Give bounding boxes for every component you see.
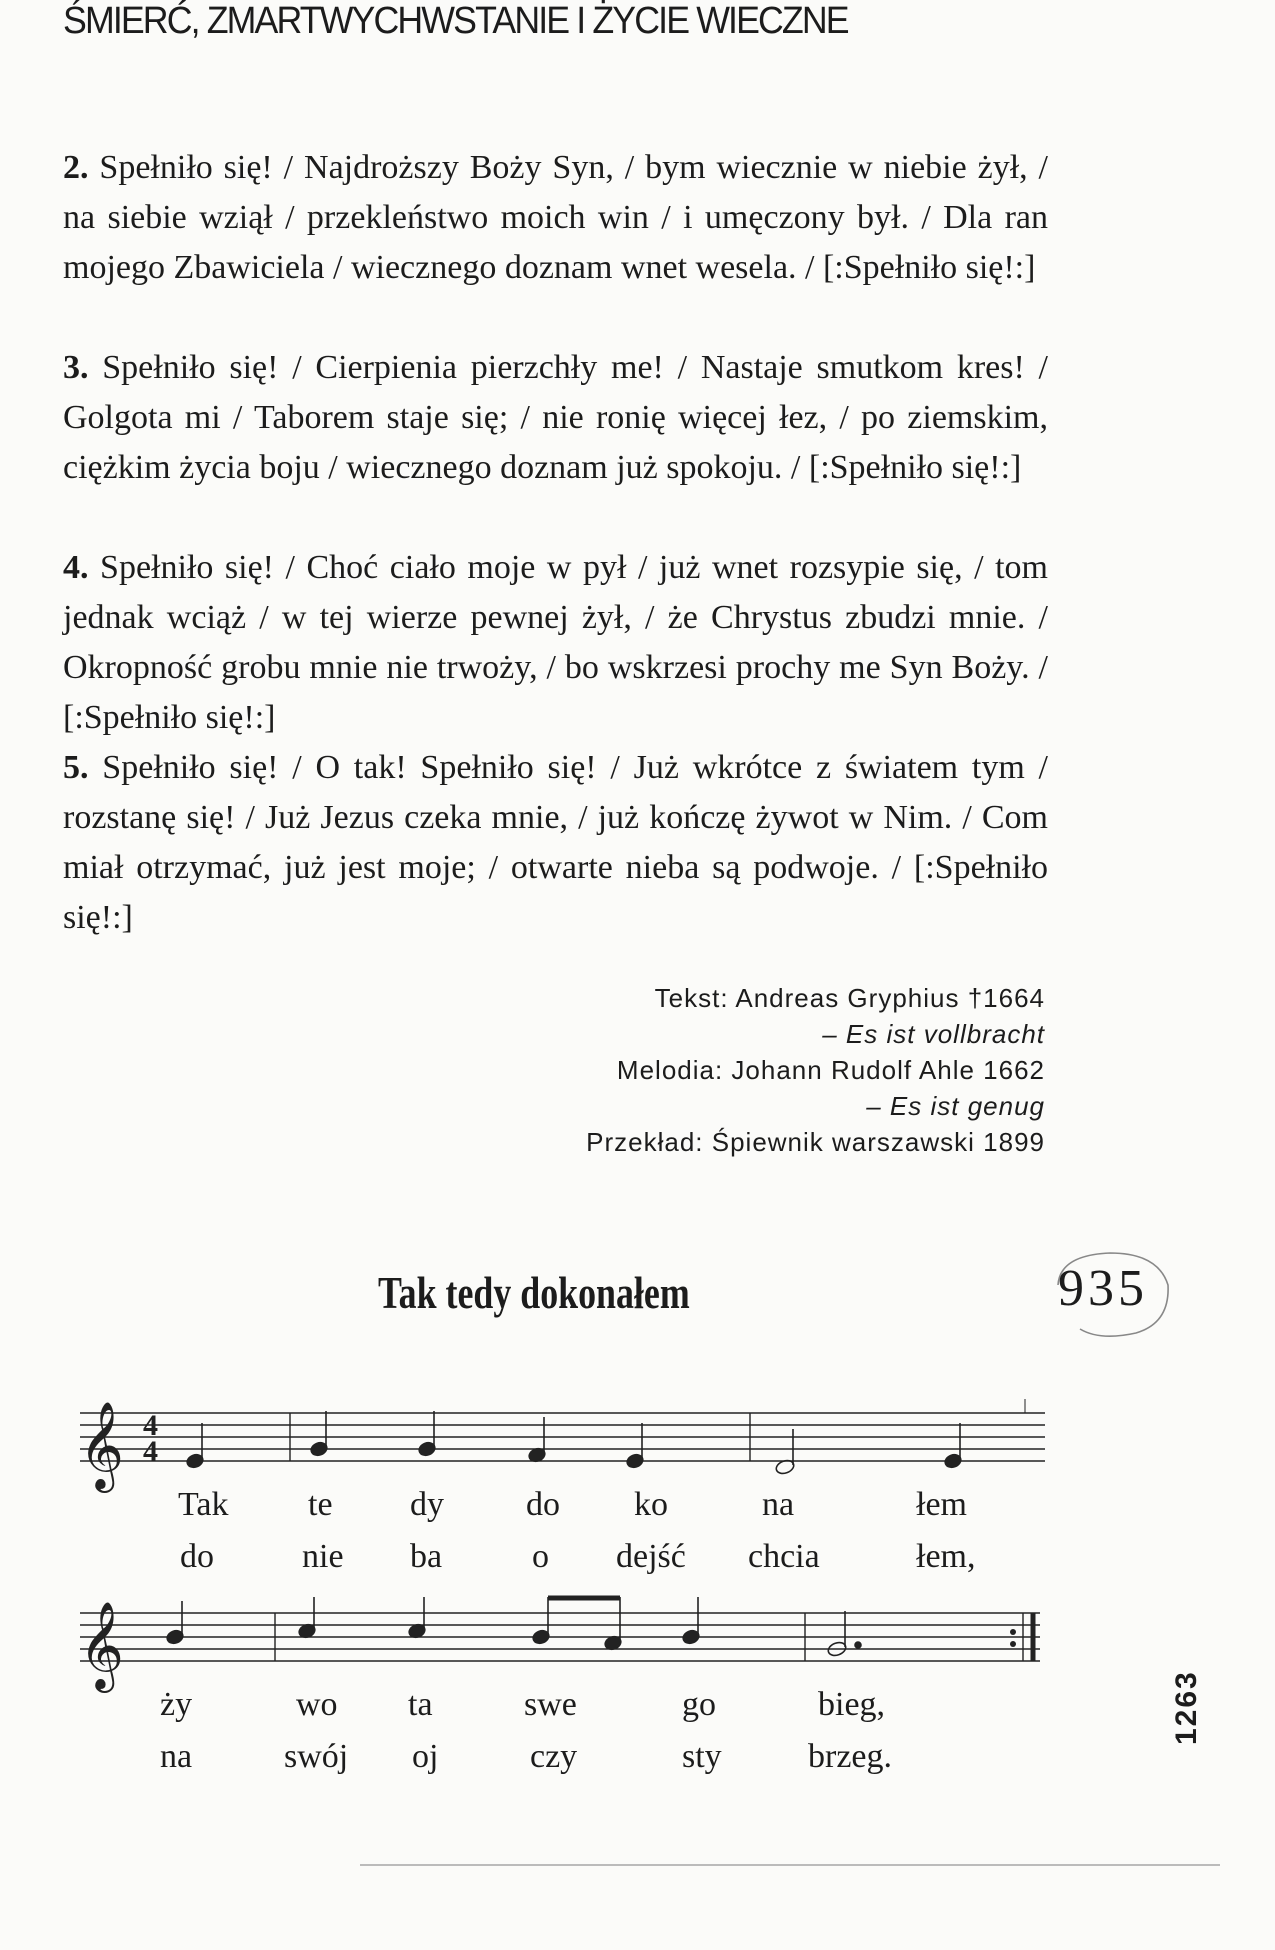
note <box>309 1411 328 1457</box>
note <box>681 1597 700 1645</box>
lyric-syllable: brzeg. <box>808 1738 893 1775</box>
verse-3 <box>63 343 1048 493</box>
note-half <box>774 1429 795 1476</box>
lyric-syllable: nie <box>302 1538 344 1575</box>
lyric-syllable: łem, <box>916 1538 976 1575</box>
credit-melody-source: – Es ist genug <box>866 1091 1045 1121</box>
note-dotted-half <box>826 1611 861 1658</box>
credits <box>445 980 1045 1160</box>
lyric-syllable: ta <box>408 1686 433 1723</box>
credit-melody: Melodia: Johann Rudolf Ahle 1662 <box>616 1055 1045 1085</box>
lyric-syllable: bieg, <box>818 1686 886 1723</box>
lyric-syllable: na <box>762 1486 795 1523</box>
lyric-syllable: dy <box>410 1486 444 1523</box>
note <box>527 1417 546 1463</box>
verse-text: Spełniło się! / Choć ciało moje w pył / już wnet rozsypie się, / tom jednak wciąż / w tej wierze pewnej żył, / że Chrystus zbudzi mnie. / Okropność grobu mnie nie trwoży, / bo wskrzesi prochy me Syn Boży. / [:Spełniło się!:] <box>63 549 1048 736</box>
verse-text: Spełniło się! / Cierpienia pierzchły me! / Nastaje smutkom kres! / Golgota mi / Taborem staje się; / nie ronię więcej łez, / po ziemskim, ciężkim życia boju / wiecznego doznam już spokoju. / [:Spełniło się!:] <box>63 349 1049 486</box>
lyric-syllable: czy <box>530 1738 578 1775</box>
note <box>625 1423 644 1469</box>
verse-number: 4. <box>63 549 89 586</box>
treble-clef-icon: 𝄞 <box>79 1600 124 1689</box>
page-number: 1263 <box>1170 1670 1203 1745</box>
verse-5 <box>63 743 1048 943</box>
lyric-syllable: łem <box>916 1486 967 1523</box>
song-number: 935 <box>1058 1260 1148 1317</box>
verse-number: 3. <box>63 349 89 386</box>
music-staff-2 <box>75 1595 1055 1695</box>
lyric-syllable: chcia <box>748 1538 820 1575</box>
note <box>943 1423 962 1469</box>
song-number-badge <box>1040 1245 1180 1345</box>
note-eighth <box>603 1597 622 1651</box>
verse-2 <box>63 143 1048 293</box>
verse-4 <box>63 543 1048 743</box>
verse-number: 2. <box>63 149 89 186</box>
lyric-syllable: ba <box>410 1538 443 1575</box>
lyric-syllable: ko <box>634 1486 668 1523</box>
lyric-syllable: do <box>180 1538 214 1575</box>
credit-translation: Przekład: Śpiewnik warszawski 1899 <box>586 1127 1045 1157</box>
credit-text: Tekst: Andreas Gryphius †1664 <box>654 983 1045 1013</box>
lyric-syllable: do <box>526 1486 560 1523</box>
music-staff-1 <box>75 1395 1055 1495</box>
verse-number: 5. <box>63 749 89 786</box>
verse-text: Spełniło się! / Najdroższy Boży Syn, / bym wiecznie w niebie żył, / na siebie wziął / przekleństwo moich win / i umęczony był. / Dla ran mojego Zbawiciela / wiecznego doznam wnet wesela. / [:Spełniło się!:] <box>63 149 1049 286</box>
note <box>417 1411 436 1457</box>
time-signature-bottom: 4 <box>143 1435 158 1468</box>
note-eighth <box>531 1597 550 1645</box>
lyric-syllable: na <box>160 1738 193 1775</box>
lyric-syllable: o <box>532 1538 549 1575</box>
lyric-syllable: sty <box>682 1738 722 1775</box>
lyric-syllable: swój <box>284 1738 349 1775</box>
note <box>185 1423 204 1469</box>
lyric-syllable: Tak <box>178 1486 229 1523</box>
verse-text: Spełniło się! / O tak! Spełniło się! / Już wkrótce z światem tym / rozstanę się! / Już Jezus czeka mnie, / już kończę żywot w Nim. / Com miał otrzymać, już jest moje; / otwarte nieba są podwoje. / [:Spełniło się!:] <box>63 749 1049 936</box>
footer-rule <box>360 1864 1220 1866</box>
lyric-syllable: oj <box>412 1738 439 1775</box>
time-signature-top: 4 <box>143 1409 158 1442</box>
lyric-syllable: wo <box>296 1686 338 1723</box>
lyric-syllable: go <box>682 1686 716 1723</box>
treble-clef-icon: 𝄞 <box>79 1400 124 1489</box>
repeat-dot <box>1010 1629 1016 1635</box>
lyric-syllable: ży <box>160 1686 193 1723</box>
note <box>165 1601 184 1645</box>
lyric-syllable: te <box>308 1486 333 1523</box>
repeat-dot <box>1010 1641 1016 1647</box>
note <box>297 1597 316 1639</box>
lyric-syllable: swe <box>524 1686 577 1723</box>
lyric-syllable: dejść <box>616 1538 686 1575</box>
credit-text-source: – Es ist vollbracht <box>822 1019 1045 1049</box>
song-title: Tak tedy dokonałem <box>378 1267 690 1318</box>
note <box>407 1597 426 1639</box>
page-header: ŚMIERĆ, ZMARTWYCHWSTANIE I ŻYCIE WIECZNE <box>63 0 848 42</box>
